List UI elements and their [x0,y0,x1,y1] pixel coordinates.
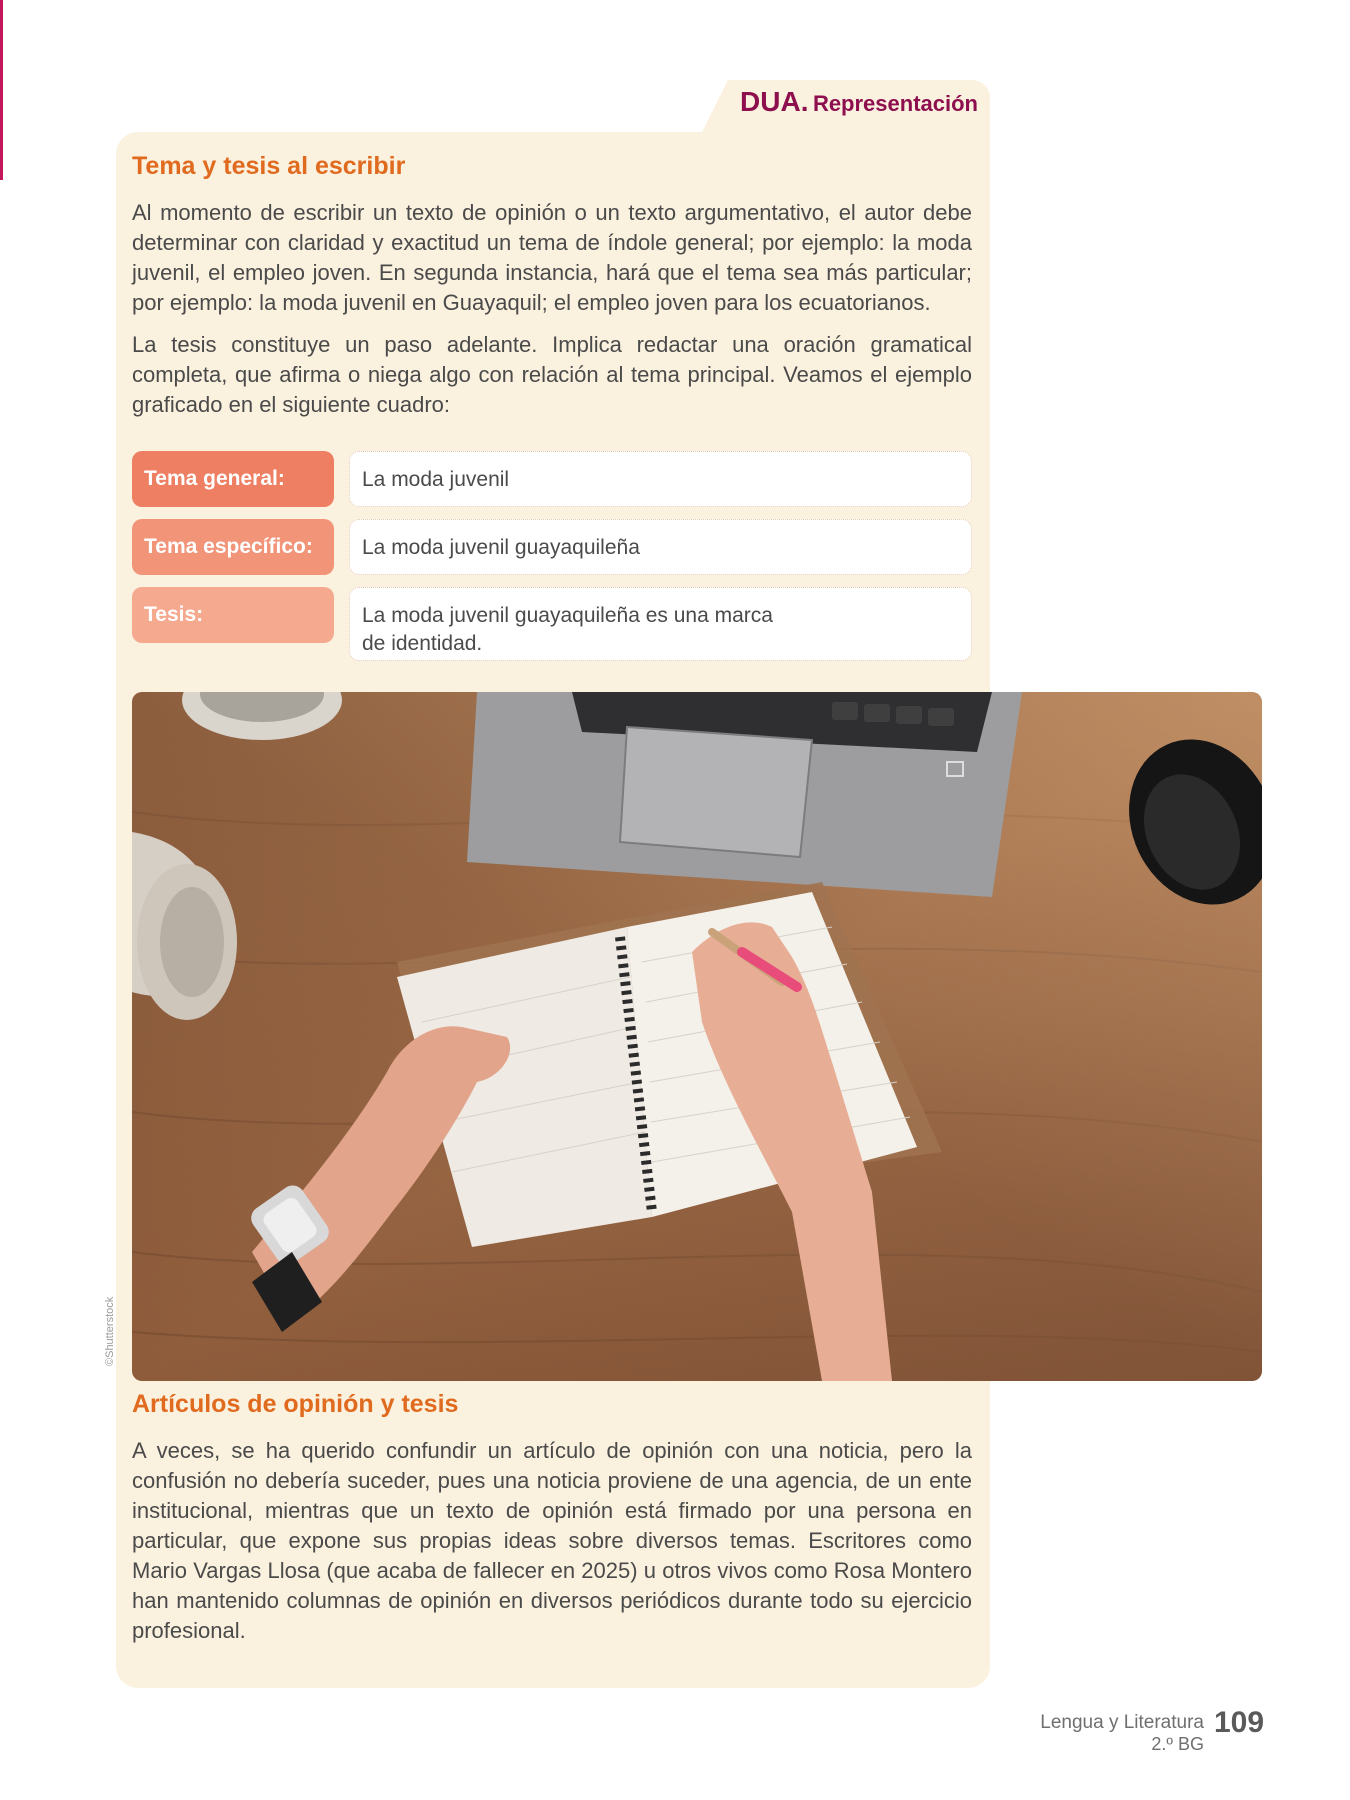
row-value-tema-especifico: La moda juvenil guayaquileña [349,519,972,575]
dua-abbreviation: DUA. [740,86,809,117]
dua-header [700,86,978,130]
row-label-tema-especifico: Tema específico: [132,519,334,575]
row-label-tesis: Tesis: [132,587,334,643]
paragraph-tesis: La tesis constituye un paso adelante. Implica redactar una oración gramatical completa, que afirma o niega algo con relación al tema principal. Veamos el ejemplo graficado en el siguiente cuadro: [132,332,972,417]
page-edge-rule [0,0,3,180]
section-title-tema-tesis: Tema y tesis al escribir [132,152,406,180]
footer-grade: 2.º BG [1151,1734,1204,1754]
paragraph-articulos: A veces, se ha querido confundir un artículo de opinión con una noticia, pero la confusión no debería suceder, pues una noticia proviene de una agencia, de un ente institucional, mientras que un texto de opinión está firmado por una persona en particular, que expone sus propias ideas sobre diversos temas. Escritores como Mario Vargas Llosa (que acaba de fallecer en 2025) u otros vivos como Rosa Montero han mantenido columnas de opinión en diversos periódicos durante todo su ejercicio profesional. [132,1438,972,1643]
dua-category: Representación [812,91,978,116]
row-value-tesis: La moda juvenil guayaquileña es una marca de identidad. [349,587,972,661]
row-value-tema-general: La moda juvenil [349,451,972,507]
section-title-articulos: Artículos de opinión y tesis [132,1390,459,1418]
row-label-tema-general: Tema general: [132,451,334,507]
photo-notebook-desk [132,692,1262,1381]
photo-credit: ©Shutterstock [104,1296,116,1366]
footer-subject: Lengua y Literatura [1040,1712,1204,1733]
paragraph-tema: Al momento de escribir un texto de opinión o un texto argumentativo, el autor debe determinar con claridad y exactitud un tema de índole general; por ejemplo: la moda juvenil, el empleo joven. En segunda instancia, hará que el tema sea más particular; por ejemplo: la moda juvenil en Guayaquil; el empleo joven para los ecuatorianos. [132,200,972,315]
page-number: 109 [1214,1706,1265,1739]
